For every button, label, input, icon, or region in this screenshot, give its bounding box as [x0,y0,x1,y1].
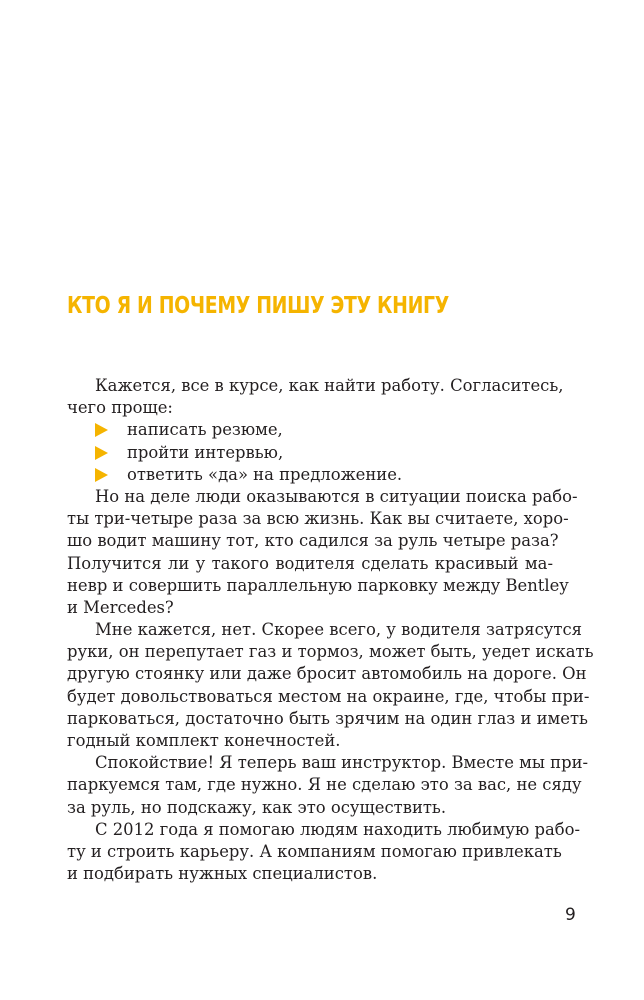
bullet-list [67,419,553,486]
text-line: паркуемся там, где нужно. Я не сделаю это за вас, не сяду [67,775,582,795]
text-line: будет довольствоваться местом на окраине, где, чтобы при- [67,686,590,706]
list-item-text: ответить «да» на предложение. [127,464,403,484]
list-item-text: пройти интервью, [127,442,284,462]
text-line: ты три-четыре раза за всю жизнь. Как вы считаете, хоро- [67,509,569,529]
page-number: 9 [565,905,576,925]
text-line: Получится ли у такого водителя сделать красивый ма- [67,553,553,573]
list-item [67,464,553,486]
text-line: ту и строить карьеру. А компаниям помогаю привлекать [67,841,562,861]
triangle-bullet-icon [95,468,108,482]
text-line: Но на деле люди оказываются в ситуации поиска рабо- [95,486,578,506]
text-line: парковаться, достаточно быть зрячим на один глаз и иметь [67,708,588,728]
triangle-bullet-icon [95,423,108,437]
text-line: Мне кажется, нет. Скорее всего, у водителя затрясутся [95,620,582,640]
chapter-heading: КТО Я И ПОЧЕМУ ПИШУ ЭТУ КНИГУ [67,293,449,319]
text-line: чего проще: [67,398,173,418]
triangle-bullet-icon [95,446,108,460]
paragraph-driving [67,486,578,619]
paragraph-instructor [67,752,589,819]
list-item [67,442,553,464]
text-line: другую стоянку или даже бросит автомобиль на дороге. Он [67,664,587,684]
paragraph-opinion [67,619,594,752]
list-item [67,419,553,441]
text-line: С 2012 года я помогаю людям находить любимую рабо- [95,819,580,839]
text-line: руки, он перепутает газ и тормоз, может быть, уедет искать [67,642,594,662]
paragraph-intro [67,375,564,419]
text-line: Спокойствие! Я теперь ваш инструктор. Вместе мы при- [95,753,589,773]
chapter-body [67,375,594,885]
text-line: и Mercedes? [67,597,174,617]
text-line: невр и совершить параллельную парковку между Bentley [67,575,569,595]
text-line: и подбирать нужных специалистов. [67,864,378,884]
text-line: годный комплект конечностей. [67,731,341,750]
text-line: шо водит машину тот, кто садился за руль четыре раза? [67,531,559,551]
text-line: Кажется, все в курсе, как найти работу. Согласитесь, [95,376,564,395]
list-item-text: написать резюме, [127,420,283,440]
paragraph-career [67,819,580,886]
text-line: за руль, но подскажу, как это осуществить. [67,797,447,817]
